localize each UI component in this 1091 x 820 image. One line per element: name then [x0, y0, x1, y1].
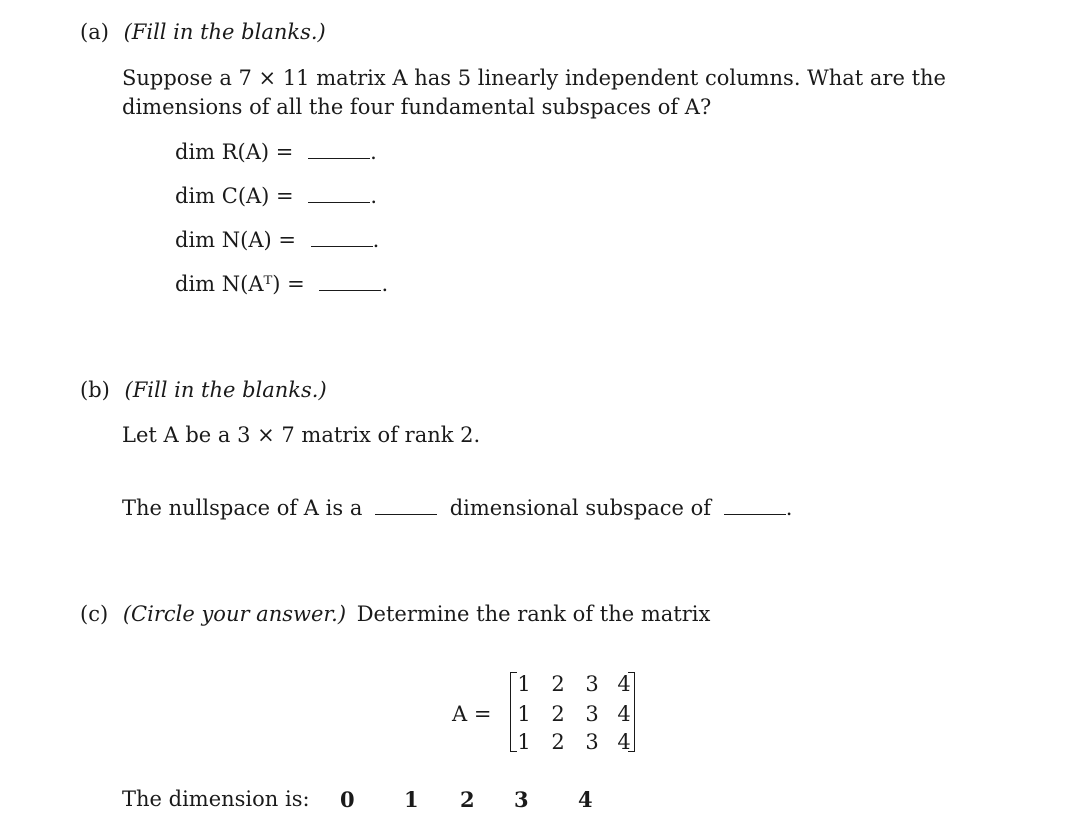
- part-a-question-line2: dimensions of all the four fundamental subspaces of A?: [122, 95, 712, 119]
- dim-column-space-lhs: dim C(A) =: [175, 184, 294, 208]
- part-b-text-2: dimensional subspace of: [449, 496, 712, 520]
- answer-option[interactable]: 2: [460, 787, 475, 812]
- matrix-cell: 1: [517, 672, 531, 696]
- dim-nullspace-lhs: dim N(A) =: [175, 228, 296, 252]
- answer-option[interactable]: 4: [578, 787, 593, 812]
- dim-nullspace-blank[interactable]: [311, 228, 373, 247]
- dim-row-space: dim R(A) = .: [175, 140, 377, 164]
- matrix-cell: 4: [617, 702, 631, 726]
- part-b-statement: Let A be a 3 × 7 matrix of rank 2.: [122, 423, 481, 447]
- part-c-label: (c): [80, 602, 109, 626]
- matrix-cell: 3: [585, 730, 599, 754]
- part-c-instruction: (Circle your answer.): [122, 602, 347, 626]
- dim-left-nullspace: dim N(Aᵀ) = .: [175, 272, 389, 296]
- part-a-header: [80, 20, 326, 44]
- part-c-header: [80, 602, 710, 626]
- matrix-cell: 3: [585, 672, 599, 696]
- part-b-instruction: (Fill in the blanks.): [124, 378, 327, 402]
- part-c-question: Determine the rank of the matrix: [356, 602, 711, 626]
- matrix-cell: 4: [617, 672, 631, 696]
- ambient-space-blank[interactable]: [724, 496, 786, 515]
- answer-option[interactable]: 3: [514, 787, 529, 812]
- dim-row-space-lhs: dim R(A) =: [175, 140, 294, 164]
- dim-left-nullspace-lhs: dim N(Aᵀ) =: [175, 272, 305, 296]
- matrix-cell: 1: [517, 730, 531, 754]
- part-a-instruction: (Fill in the blanks.): [123, 20, 326, 44]
- part-a-question-line1: Suppose a 7 × 11 matrix A has 5 linearly independent columns. What are the: [122, 66, 946, 90]
- part-a-label: (a): [80, 20, 109, 44]
- matrix-cell: 3: [585, 702, 599, 726]
- part-b-header: [80, 378, 327, 402]
- matrix-cell: 2: [551, 672, 565, 696]
- part-b-fill-sentence: The nullspace of A is a dimensional subspace of .: [122, 496, 793, 520]
- nullspace-dimension-blank[interactable]: [375, 496, 437, 515]
- matrix-cell: 2: [551, 730, 565, 754]
- dim-column-space-blank[interactable]: [308, 184, 370, 203]
- dim-row-space-blank[interactable]: [308, 140, 370, 159]
- matrix-cell: 4: [617, 730, 631, 754]
- part-b-label: (b): [80, 378, 110, 402]
- answer-option[interactable]: 1: [404, 787, 419, 812]
- answer-option[interactable]: 0: [340, 787, 355, 812]
- dim-nullspace: dim N(A) = .: [175, 228, 380, 252]
- answer-prompt: The dimension is:: [122, 787, 310, 811]
- dim-column-space: dim C(A) = .: [175, 184, 378, 208]
- matrix-label: A =: [452, 702, 492, 726]
- matrix-cell: 1: [517, 702, 531, 726]
- dim-left-nullspace-blank[interactable]: [319, 272, 381, 291]
- matrix-cell: 2: [551, 702, 565, 726]
- part-b-text-1: The nullspace of A is a: [122, 496, 363, 520]
